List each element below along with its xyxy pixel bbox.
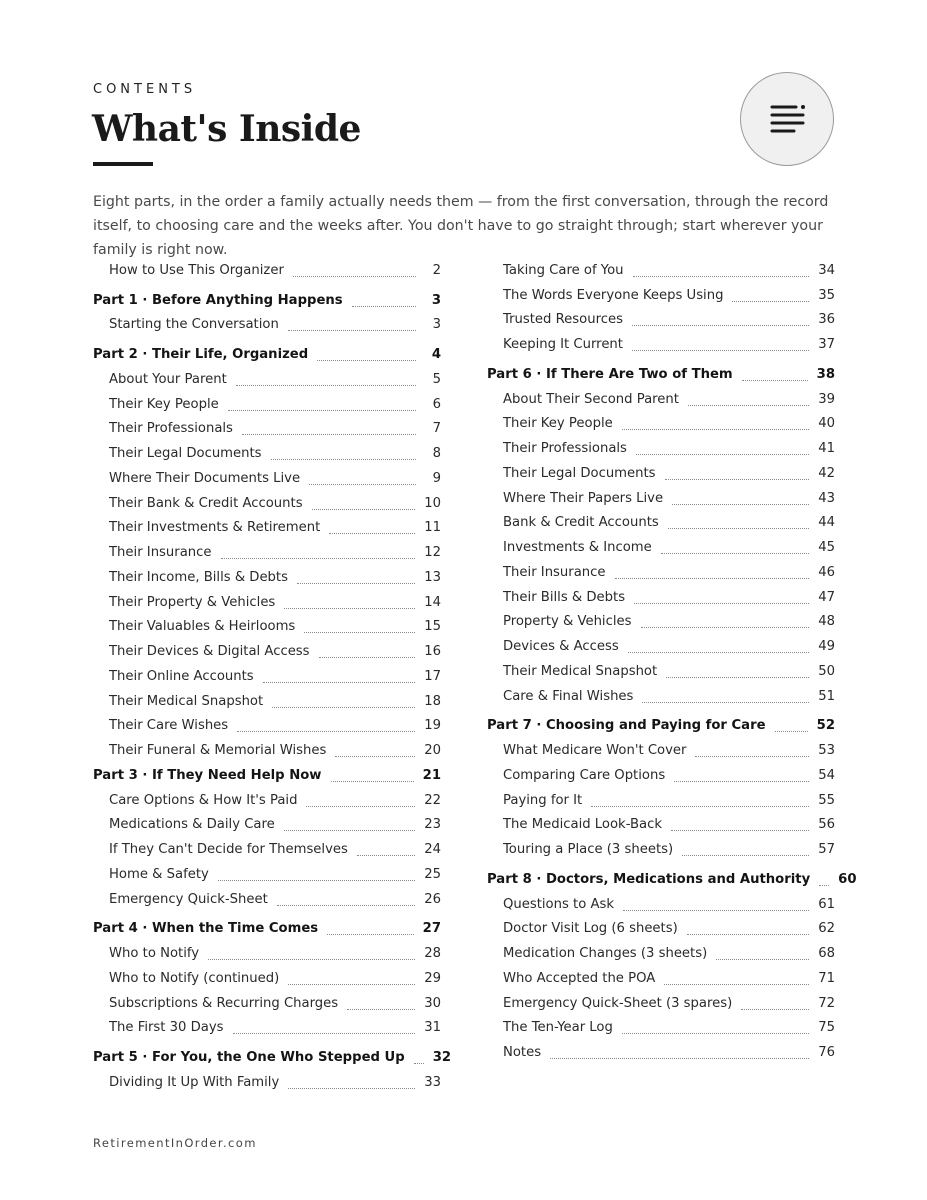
toc-entry-label: Part 4 · When the Time Comes bbox=[93, 921, 319, 937]
toc-entry-label: If They Can't Decide for Themselves bbox=[109, 842, 348, 857]
toc-entry[interactable] bbox=[487, 889, 835, 914]
toc-entry-label: Part 8 · Doctors, Medications and Authority bbox=[487, 871, 811, 887]
dot-leader bbox=[642, 702, 809, 703]
toc-entry[interactable] bbox=[93, 562, 441, 587]
toc-column-right bbox=[487, 255, 857, 1062]
toc-page-number: 75 bbox=[818, 1020, 835, 1036]
toc-page-number: 40 bbox=[818, 416, 835, 432]
toc-page-number: 13 bbox=[424, 569, 441, 585]
toc-page-number: 3 bbox=[432, 317, 441, 333]
toc-page-number: 9 bbox=[432, 470, 441, 486]
toc-entry-label: How to Use This Organizer bbox=[109, 262, 284, 278]
toc-page-number: 56 bbox=[818, 817, 835, 833]
dot-leader bbox=[218, 880, 415, 881]
dot-leader bbox=[636, 454, 809, 455]
toc-entry[interactable] bbox=[93, 988, 441, 1013]
toc-page-number: 27 bbox=[422, 921, 441, 937]
dot-leader bbox=[671, 830, 809, 831]
dot-leader bbox=[228, 410, 416, 411]
section-badge bbox=[740, 72, 834, 166]
toc-entry-label: Their Online Accounts bbox=[109, 668, 254, 684]
toc-entry-label: Their Investments & Retirement bbox=[109, 520, 321, 536]
footer-website: RetirementInOrder.com bbox=[93, 1136, 257, 1150]
toc-entry[interactable] bbox=[93, 785, 441, 810]
toc-entry-label: Notes bbox=[503, 1045, 542, 1060]
toc-entry-label: Part 2 · Their Life, Organized bbox=[93, 347, 309, 362]
toc-entry-label: Home & Safety bbox=[109, 866, 209, 882]
dot-leader bbox=[550, 1058, 809, 1059]
dot-leader bbox=[304, 632, 415, 633]
toc-page-number: 45 bbox=[818, 540, 835, 555]
dot-leader bbox=[312, 509, 416, 510]
toc-page-number: 18 bbox=[424, 693, 441, 709]
dot-leader bbox=[357, 855, 415, 856]
dot-leader bbox=[641, 627, 810, 628]
toc-page-number: 30 bbox=[424, 995, 441, 1011]
toc-column-left bbox=[93, 255, 452, 1092]
toc-page-number: 20 bbox=[424, 743, 441, 758]
dot-leader bbox=[277, 905, 415, 906]
dot-leader bbox=[742, 380, 808, 381]
toc-part-heading[interactable] bbox=[93, 914, 441, 939]
toc-entry[interactable] bbox=[487, 988, 835, 1013]
toc-entry[interactable] bbox=[487, 458, 835, 483]
page-title: What's Inside bbox=[92, 108, 361, 150]
toc-entry-label: Their Key People bbox=[503, 416, 613, 432]
toc-entry[interactable] bbox=[93, 735, 441, 760]
toc-page-number: 15 bbox=[424, 619, 441, 635]
toc-entry-label: Care & Final Wishes bbox=[503, 688, 634, 704]
dot-leader bbox=[682, 855, 809, 856]
dot-leader bbox=[347, 1009, 415, 1010]
toc-entry[interactable] bbox=[93, 686, 441, 711]
toc-entry-label: Property & Vehicles bbox=[503, 614, 632, 630]
toc-entry-label: The Medicaid Look-Back bbox=[503, 817, 662, 833]
toc-entry[interactable] bbox=[93, 537, 441, 562]
toc-page-number: 42 bbox=[818, 465, 835, 481]
dot-leader bbox=[288, 1088, 415, 1089]
dot-leader bbox=[633, 276, 810, 277]
dot-leader bbox=[615, 578, 810, 579]
dot-leader bbox=[284, 608, 415, 609]
dot-leader bbox=[672, 504, 809, 505]
toc-part-heading[interactable] bbox=[487, 711, 835, 736]
toc-page-number: 34 bbox=[818, 262, 835, 278]
dot-leader bbox=[716, 959, 809, 960]
toc-entry[interactable] bbox=[93, 1013, 441, 1038]
toc-page-number: 38 bbox=[816, 366, 835, 382]
toc-page-number: 52 bbox=[816, 718, 835, 734]
toc-entry-label: What Medicare Won't Cover bbox=[503, 743, 687, 758]
dot-leader bbox=[634, 603, 809, 604]
toc-entry-label: Their Property & Vehicles bbox=[109, 594, 276, 610]
toc-entry-label: Questions to Ask bbox=[503, 896, 615, 912]
dot-leader bbox=[591, 806, 809, 807]
dot-leader bbox=[284, 830, 415, 831]
toc-entry[interactable] bbox=[93, 938, 441, 963]
toc-page-number: 29 bbox=[424, 970, 441, 986]
toc-entry[interactable] bbox=[93, 488, 441, 513]
toc-entry-label: Care Options & How It's Paid bbox=[109, 792, 298, 808]
dot-leader bbox=[236, 385, 416, 386]
dot-leader bbox=[414, 1063, 424, 1064]
toc-entry-label: About Your Parent bbox=[109, 371, 227, 387]
toc-entry[interactable] bbox=[487, 656, 835, 681]
dot-leader bbox=[319, 657, 416, 658]
toc-entry-label: Doctor Visit Log (6 sheets) bbox=[503, 921, 678, 937]
toc-entry-label: The Words Everyone Keeps Using bbox=[503, 287, 724, 303]
dot-leader bbox=[668, 528, 809, 529]
toc-entry[interactable] bbox=[487, 329, 835, 354]
dot-leader bbox=[775, 731, 808, 732]
toc-entry-label: Trusted Resources bbox=[503, 312, 623, 328]
toc-page-number: 53 bbox=[818, 743, 835, 758]
dot-leader bbox=[271, 459, 416, 460]
dot-leader bbox=[237, 731, 415, 732]
toc-entry[interactable] bbox=[93, 255, 441, 280]
toc-entry-label: Their Funeral & Memorial Wishes bbox=[109, 743, 327, 758]
toc-entry-label: Bank & Credit Accounts bbox=[503, 515, 659, 531]
toc-entry-label: Their Devices & Digital Access bbox=[109, 644, 310, 659]
toc-part-heading[interactable] bbox=[93, 760, 441, 785]
toc-entry[interactable] bbox=[487, 508, 835, 533]
toc-page-number: 23 bbox=[424, 817, 441, 833]
toc-entry-label: Part 5 · For You, the One Who Stepped Up bbox=[93, 1050, 405, 1065]
toc-entry-label: The First 30 Days bbox=[109, 1020, 224, 1036]
dot-leader bbox=[664, 984, 809, 985]
toc-entry[interactable] bbox=[93, 438, 441, 463]
toc-entry-label: Emergency Quick-Sheet (3 spares) bbox=[503, 995, 733, 1011]
dot-leader bbox=[327, 934, 414, 935]
toc-entry[interactable] bbox=[487, 681, 835, 706]
toc-page-number: 50 bbox=[818, 663, 835, 679]
toc-page-number: 21 bbox=[422, 767, 441, 783]
toc-part-heading[interactable] bbox=[93, 339, 441, 364]
toc-page-number: 10 bbox=[424, 495, 441, 511]
toc-entry-label: Dividing It Up With Family bbox=[109, 1074, 280, 1090]
toc-entry[interactable] bbox=[93, 414, 441, 439]
dot-leader bbox=[741, 1009, 809, 1010]
toc-entry[interactable] bbox=[93, 636, 441, 661]
toc-page-number: 24 bbox=[424, 842, 441, 857]
toc-entry-label: Where Their Documents Live bbox=[109, 470, 301, 486]
toc-entry-label: Who to Notify (continued) bbox=[109, 970, 280, 986]
toc-entry[interactable] bbox=[93, 612, 441, 637]
toc-entry-label: Emergency Quick-Sheet bbox=[109, 891, 268, 907]
toc-entry[interactable] bbox=[93, 884, 441, 909]
toc-entry-label: Part 1 · Before Anything Happens bbox=[93, 292, 343, 308]
toc-entry[interactable] bbox=[93, 463, 441, 488]
dot-leader bbox=[665, 479, 810, 480]
toc-page-number: 55 bbox=[818, 792, 835, 808]
dot-leader bbox=[352, 306, 416, 307]
toc-entry-label: Their Key People bbox=[109, 396, 219, 412]
toc-entry-label: Their Insurance bbox=[109, 545, 212, 560]
toc-entry-label: Touring a Place (3 sheets) bbox=[503, 842, 674, 857]
intro-paragraph: Eight parts, in the order a family actually needs them — from the first conversation, through the record itself, to choosing care and the weeks after. You don't have to go straight through; start wherever your family is right now. bbox=[93, 194, 829, 258]
dot-leader bbox=[632, 325, 809, 326]
toc-page-number: 8 bbox=[432, 446, 441, 461]
dot-leader bbox=[208, 959, 415, 960]
toc-page-number: 11 bbox=[424, 520, 441, 536]
toc-entry[interactable] bbox=[93, 1067, 441, 1092]
toc-entry-label: Part 7 · Choosing and Paying for Care bbox=[487, 718, 766, 734]
toc-page-number: 54 bbox=[818, 767, 835, 783]
toc-page-number: 5 bbox=[432, 371, 441, 387]
toc-page-number: 39 bbox=[818, 391, 835, 407]
dot-leader bbox=[331, 781, 414, 782]
toc-entry-label: Medication Changes (3 sheets) bbox=[503, 946, 708, 961]
dot-leader bbox=[242, 434, 416, 435]
toc-entry[interactable] bbox=[93, 834, 441, 859]
toc-page-number: 61 bbox=[818, 896, 835, 912]
dot-leader bbox=[695, 756, 809, 757]
toc-entry[interactable] bbox=[487, 914, 835, 939]
toc-entry-label: Devices & Access bbox=[503, 639, 619, 654]
toc-entry[interactable] bbox=[487, 433, 835, 458]
dot-leader bbox=[233, 1033, 416, 1034]
toc-entry[interactable] bbox=[487, 631, 835, 656]
toc-page-number: 7 bbox=[432, 421, 441, 437]
toc-entry[interactable] bbox=[487, 483, 835, 508]
toc-page-number: 46 bbox=[818, 564, 835, 580]
toc-page-number: 16 bbox=[424, 644, 441, 659]
toc-entry[interactable] bbox=[487, 384, 835, 409]
toc-entry-label: Their Bills & Debts bbox=[503, 589, 626, 605]
toc-page-number: 51 bbox=[818, 688, 835, 704]
toc-entry-label: Their Medical Snapshot bbox=[109, 693, 264, 709]
toc-page-number: 47 bbox=[818, 589, 835, 605]
toc-entry[interactable] bbox=[487, 607, 835, 632]
dot-leader bbox=[622, 1033, 809, 1034]
title-underline bbox=[93, 162, 153, 166]
toc-page-number: 35 bbox=[818, 287, 835, 303]
toc-part-heading[interactable] bbox=[93, 1042, 452, 1067]
toc-entry-label: Their Medical Snapshot bbox=[503, 663, 658, 679]
toc-entry[interactable] bbox=[487, 582, 835, 607]
toc-entry[interactable] bbox=[487, 810, 835, 835]
dot-leader bbox=[688, 405, 809, 406]
toc-entry[interactable] bbox=[93, 389, 441, 414]
toc-entry-label: Part 6 · If There Are Two of Them bbox=[487, 366, 733, 382]
toc-entry[interactable] bbox=[487, 1013, 835, 1038]
toc-entry-label: Taking Care of You bbox=[503, 262, 624, 278]
dot-leader bbox=[819, 885, 829, 886]
toc-entry[interactable] bbox=[93, 859, 441, 884]
toc-entry-label: Where Their Papers Live bbox=[503, 490, 664, 506]
toc-entry-label: Keeping It Current bbox=[503, 337, 623, 352]
toc-entry[interactable] bbox=[93, 711, 441, 736]
toc-entry-label: Paying for It bbox=[503, 792, 583, 808]
toc-entry-label: Comparing Care Options bbox=[503, 767, 666, 783]
toc-page-number: 3 bbox=[431, 292, 441, 308]
dot-leader bbox=[674, 781, 809, 782]
toc-entry-label: Their Professionals bbox=[109, 421, 233, 437]
toc-entry-label: Their Professionals bbox=[503, 441, 627, 456]
dot-leader bbox=[329, 533, 415, 534]
toc-entry-label: Their Care Wishes bbox=[109, 718, 229, 734]
toc-page-number: 22 bbox=[424, 792, 441, 808]
toc-part-heading[interactable] bbox=[487, 864, 857, 889]
dot-leader bbox=[622, 429, 810, 430]
toc-page-number: 43 bbox=[818, 490, 835, 506]
toc-entry-label: Their Insurance bbox=[503, 564, 606, 580]
toc-entry[interactable] bbox=[93, 310, 441, 335]
dot-leader bbox=[632, 350, 809, 351]
dot-leader bbox=[687, 934, 809, 935]
toc-entry[interactable] bbox=[487, 255, 835, 280]
dot-leader bbox=[288, 330, 416, 331]
toc-page-number: 19 bbox=[424, 718, 441, 734]
toc-entry-label: Part 3 · If They Need Help Now bbox=[93, 767, 322, 783]
toc-entry-label: Who Accepted the POA bbox=[503, 970, 656, 986]
toc-entry[interactable] bbox=[93, 810, 441, 835]
toc-page-number: 72 bbox=[818, 995, 835, 1011]
dot-leader bbox=[306, 806, 415, 807]
toc-entry[interactable] bbox=[93, 963, 441, 988]
toc-page-number: 57 bbox=[818, 842, 835, 857]
toc-entry-label: Who to Notify bbox=[109, 946, 200, 961]
toc-entry[interactable] bbox=[487, 532, 835, 557]
toc-part-heading[interactable] bbox=[93, 285, 441, 310]
toc-page-number: 37 bbox=[818, 337, 835, 352]
toc-entry-label: Their Legal Documents bbox=[503, 465, 656, 481]
toc-entry[interactable] bbox=[93, 587, 441, 612]
toc-entry-label: Medications & Daily Care bbox=[109, 817, 275, 833]
toc-page-number: 41 bbox=[818, 441, 835, 456]
dot-leader bbox=[309, 484, 416, 485]
text-align-lines-icon bbox=[741, 73, 835, 167]
dot-leader bbox=[317, 360, 416, 361]
toc-page-number: 4 bbox=[431, 347, 441, 362]
toc-page-number: 28 bbox=[424, 946, 441, 961]
dot-leader bbox=[732, 301, 809, 302]
toc-page-number: 68 bbox=[818, 946, 835, 961]
toc-entry[interactable] bbox=[93, 513, 441, 538]
toc-entry[interactable] bbox=[487, 760, 835, 785]
toc-entry-label: The Ten-Year Log bbox=[503, 1020, 613, 1036]
toc-page-number: 31 bbox=[424, 1020, 441, 1036]
dot-leader bbox=[661, 553, 809, 554]
dot-leader bbox=[288, 984, 415, 985]
toc-entry[interactable] bbox=[487, 557, 835, 582]
toc-entry-label: About Their Second Parent bbox=[503, 391, 679, 407]
toc-entry-label: Their Legal Documents bbox=[109, 446, 262, 461]
toc-entry-label: Investments & Income bbox=[503, 540, 652, 555]
dot-leader bbox=[297, 583, 415, 584]
dot-leader bbox=[263, 682, 416, 683]
dot-leader bbox=[628, 652, 809, 653]
dot-leader bbox=[272, 707, 415, 708]
toc-entry[interactable] bbox=[487, 305, 835, 330]
dot-leader bbox=[221, 558, 416, 559]
toc-page-number: 14 bbox=[424, 594, 441, 610]
toc-page-number: 71 bbox=[818, 970, 835, 986]
toc-page-number: 48 bbox=[818, 614, 835, 630]
toc-page-number: 76 bbox=[818, 1045, 835, 1060]
toc-page-number: 6 bbox=[432, 396, 441, 412]
contents-eyebrow: CONTENTS bbox=[93, 82, 197, 97]
toc-page-number: 12 bbox=[424, 545, 441, 560]
dot-leader bbox=[623, 910, 809, 911]
toc-entry[interactable] bbox=[487, 785, 835, 810]
toc-page-number: 60 bbox=[838, 871, 857, 887]
toc-entry-label: Starting the Conversation bbox=[109, 317, 279, 333]
toc-entry-label: Their Income, Bills & Debts bbox=[109, 569, 288, 585]
toc-page-number: 44 bbox=[818, 515, 835, 531]
toc-entry-label: Their Bank & Credit Accounts bbox=[109, 495, 303, 511]
dot-leader bbox=[335, 756, 415, 757]
dot-leader bbox=[666, 677, 809, 678]
toc-page-number: 17 bbox=[424, 668, 441, 684]
toc-page-number: 2 bbox=[432, 262, 441, 278]
toc-entry[interactable] bbox=[487, 280, 835, 305]
toc-page-number: 36 bbox=[818, 312, 835, 328]
toc-page-number: 26 bbox=[424, 891, 441, 907]
toc-page-number: 49 bbox=[818, 639, 835, 654]
toc-page-number: 33 bbox=[424, 1074, 441, 1090]
toc-page-number: 62 bbox=[818, 921, 835, 937]
dot-leader bbox=[293, 276, 416, 277]
toc-entry[interactable] bbox=[487, 1037, 835, 1062]
toc-entry[interactable] bbox=[487, 409, 835, 434]
toc-page-number: 32 bbox=[432, 1050, 452, 1065]
toc-entry[interactable] bbox=[487, 834, 835, 859]
toc-entry-label: Their Valuables & Heirlooms bbox=[109, 619, 296, 635]
toc-entry[interactable] bbox=[487, 963, 835, 988]
toc-entry-label: Subscriptions & Recurring Charges bbox=[109, 995, 339, 1011]
toc-page-number: 25 bbox=[424, 866, 441, 882]
toc-entry[interactable] bbox=[487, 735, 835, 760]
toc-entry[interactable] bbox=[487, 938, 835, 963]
toc-entry[interactable] bbox=[93, 364, 441, 389]
toc-part-heading[interactable] bbox=[487, 359, 835, 384]
toc-entry[interactable] bbox=[93, 661, 441, 686]
